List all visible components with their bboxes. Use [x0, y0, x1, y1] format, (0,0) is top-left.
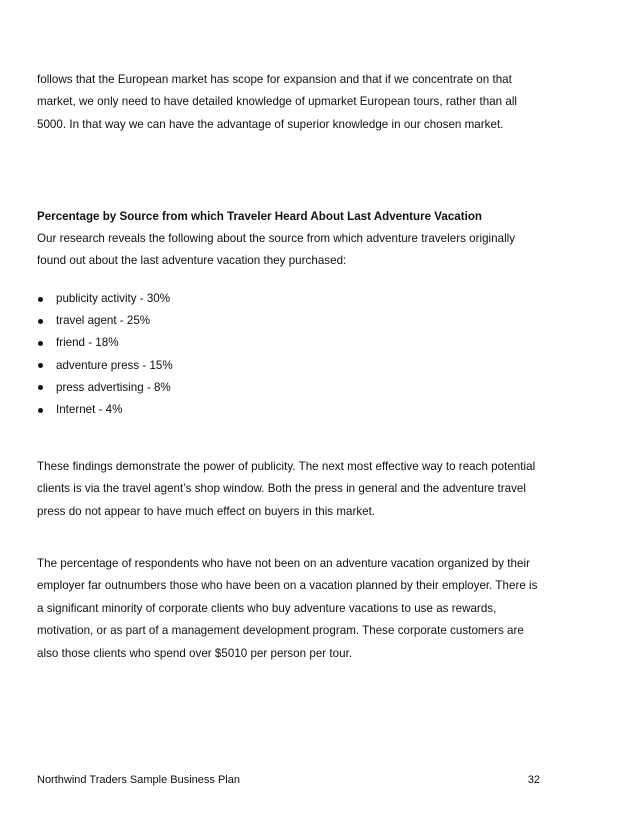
source-bullet-list	[37, 288, 173, 421]
list-item-text: adventure press - 15%	[56, 358, 173, 372]
findings-paragraph	[37, 456, 603, 523]
list-item-text: publicity activity - 30%	[56, 292, 171, 305]
intro-line: market, we only need to have detailed knowledge of upmarket European tours, rather than all	[37, 95, 518, 109]
corporate-line: a significant minority of corporate clients who buy adventure vacations to use as rewards,	[37, 601, 497, 615]
corporate-paragraph	[37, 553, 603, 665]
page-number: 32	[527, 774, 540, 786]
list-item-text: press advertising - 8%	[56, 380, 171, 394]
bullet-icon	[38, 297, 43, 302]
corporate-line: also those clients who spend over $5010 per person per tour.	[37, 646, 353, 660]
list-item	[37, 377, 173, 399]
section-intro-line: Our research reveals the following about the source from which adventure travelers originally	[37, 232, 516, 245]
bullet-icon	[38, 363, 43, 368]
intro-line: 5000. In that way we can have the advantage of superior knowledge in our chosen market.	[37, 117, 504, 131]
corporate-line: employer far outnumbers those who have been on a vacation planned by their employer. There is	[37, 579, 538, 593]
bullet-icon	[38, 319, 43, 324]
findings-line: press do not appear to have much effect on buyers in this market.	[37, 504, 376, 518]
footer-title: Northwind Traders Sample Business Plan	[37, 774, 240, 786]
bullet-icon	[38, 385, 43, 390]
corporate-line: motivation, or as part of a management development program. These corporate customers are	[37, 624, 524, 638]
bullet-icon	[38, 408, 43, 413]
list-item	[37, 355, 173, 377]
list-item	[37, 332, 173, 354]
bullet-icon	[38, 341, 43, 346]
findings-line: clients is via the travel agent’s shop window. Both the press in general and the adventure travel	[37, 482, 526, 496]
intro-paragraph	[37, 69, 603, 136]
list-item	[37, 288, 173, 310]
list-item-text: Internet - 4%	[56, 402, 123, 416]
list-item-text: travel agent - 25%	[56, 314, 151, 328]
list-item	[37, 399, 173, 421]
list-item-text: friend - 18%	[56, 336, 119, 350]
list-item	[37, 310, 173, 332]
section-heading: Percentage by Source from which Traveler Heard About Last Adventure Vacation	[37, 210, 482, 223]
findings-line: These findings demonstrate the power of publicity. The next most effective way to reach potential	[37, 460, 536, 473]
section-intro-paragraph	[37, 228, 603, 273]
intro-line: follows that the European market has scope for expansion and that if we concentrate on that	[37, 73, 512, 86]
section-intro-line: found out about the last adventure vacation they purchased:	[37, 254, 347, 268]
corporate-line: The percentage of respondents who have not been on an adventure vacation organized by their	[37, 557, 530, 570]
